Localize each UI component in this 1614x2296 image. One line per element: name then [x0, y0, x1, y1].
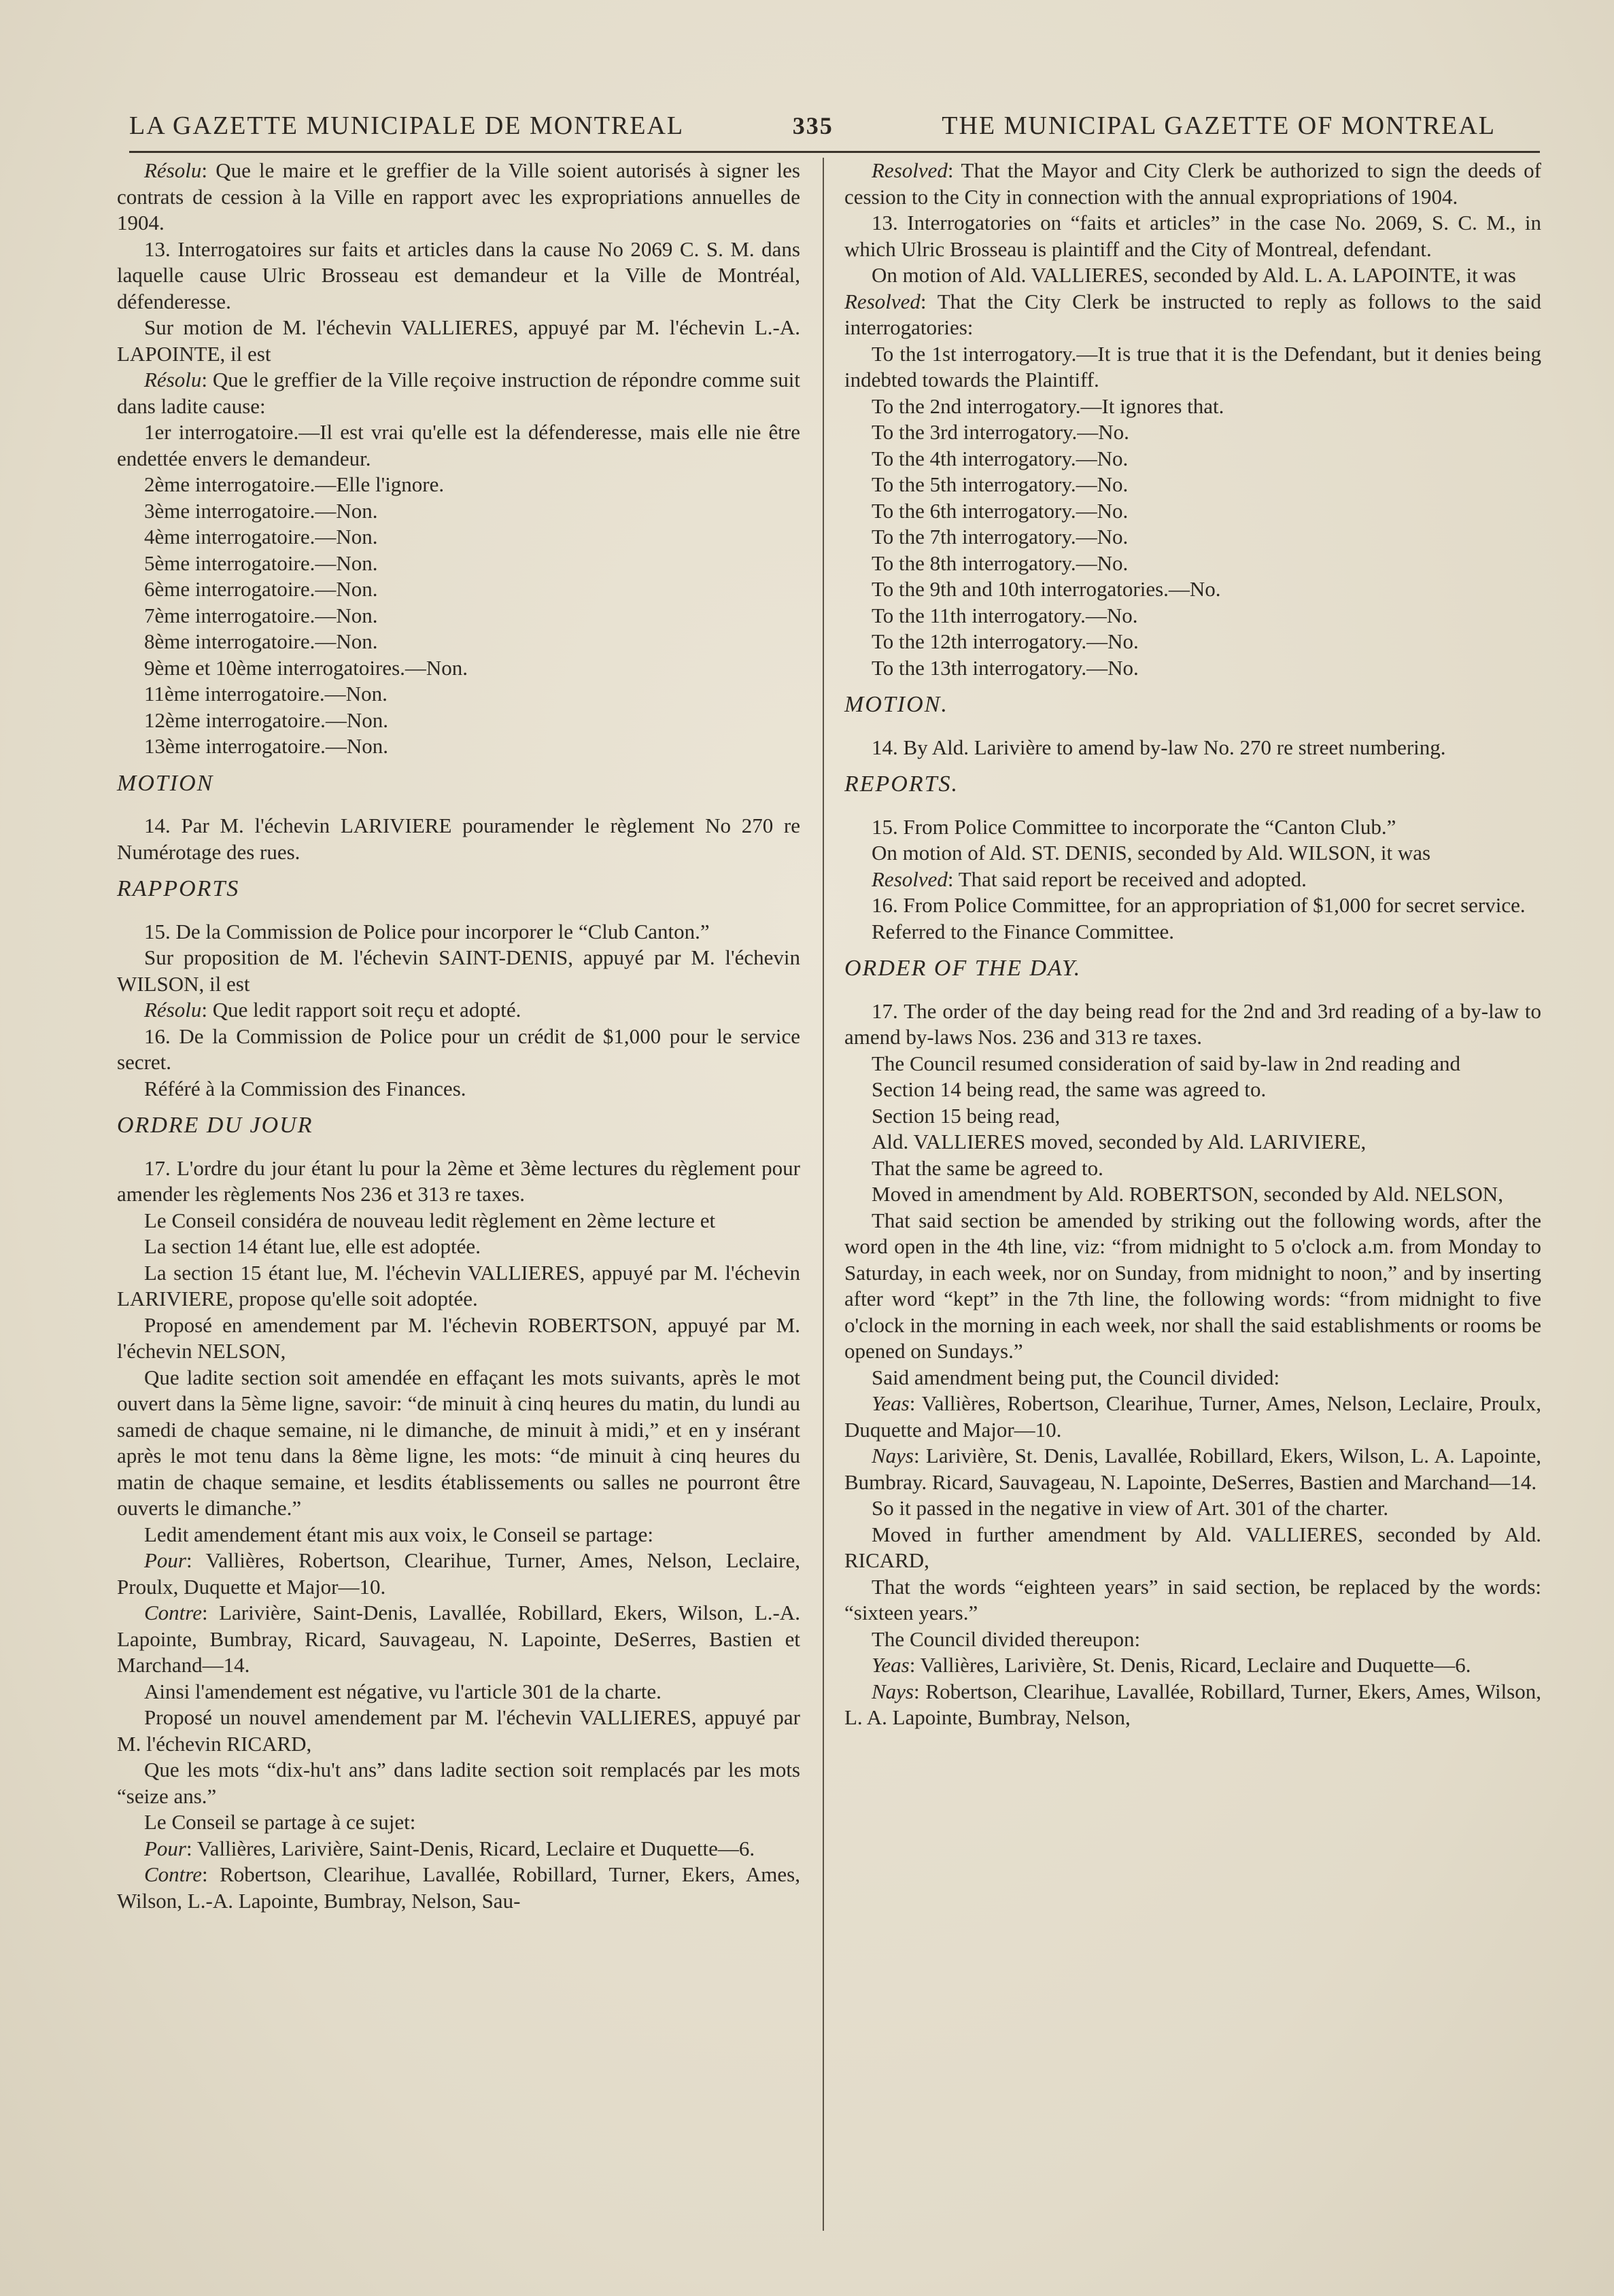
list-item: To the 12th interrogatory.—No. [872, 629, 1139, 653]
paragraph: Référé à la Commission des Finances. [144, 1076, 466, 1100]
paragraph: Resolved: That said report be received and adopted. [872, 867, 1307, 891]
list-item: 4ème interrogatoire.—Non. [144, 525, 378, 549]
paragraph: That said section be amended by striking out the following words, after the word open in the 4th line, viz: “from midnight to 5 o'clock a.m. from Monday to Saturday, in each week, nor on Sunday, from midnight to noon,” and by inserting after word “kept” in the 7th line, the following words: “from midnight to five o'clock in the morning in each week, nor shall the said establishments or rooms be opened on Sundays.” [844, 1208, 1541, 1363]
paragraph: The Council resumed consideration of said by-law in 2nd reading and [872, 1051, 1461, 1075]
vote-yeas: Yeas: Vallières, Robertson, Clearihue, Turner, Ames, Nelson, Leclaire, Proulx, Duquette and Major—10. [844, 1391, 1541, 1442]
paragraph: 14. Par M. l'échevin LARIVIERE pouramender le règlement No 270 re Numérotage des rues. [117, 814, 800, 864]
paragraph: So it passed in the negative in view of Art. 301 of the charter. [872, 1496, 1389, 1520]
paragraph: That the words “eighteen years” in said section, be replaced by the words: “sixteen years.” [844, 1574, 1541, 1624]
header-english-title: THE MUNICIPAL GAZETTE OF MONTREAL [942, 111, 1496, 140]
list-item: To the 1st interrogatory.—It is true that it is the Defendant, but it denies being indebted towards the Plaintiff. [844, 341, 1541, 392]
paragraph: 15. From Police Committee to incorporate the “Canton Club.” [872, 814, 1396, 839]
list-item: 5ème interrogatoire.—Non. [144, 551, 378, 575]
paragraph: 13. Interrogatoires sur faits et articles dans la cause No 2069 C. S. M. dans laquelle cause Ulric Brosseau est demandeur et la Ville de Montréal, défenderesse. [117, 237, 800, 313]
list-item: To the 4th interrogatory.—No. [872, 446, 1129, 470]
list-item: To the 5th interrogatory.—No. [872, 472, 1129, 496]
paragraph: Résolu: Que le greffier de la Ville reçoive instruction de répondre comme suit dans ladite cause: [117, 368, 800, 418]
vote-pour: Pour: Vallières, Larivière, Saint-Denis, Ricard, Leclaire et Duquette—6. [144, 1836, 755, 1860]
vote-contre: Contre: Robertson, Clearihue, Lavallée, Robillard, Turner, Ekers, Ames, Wilson, L.-A. Lapointe, Bumbray, Nelson, Sau- [117, 1862, 800, 1913]
list-item: 3ème interrogatoire.—Non. [144, 498, 378, 523]
paragraph: Que ladite section soit amendée en effaçant les mots suivants, après le mot ouvert dans la 5ème ligne, savoir: “de minuit à cinq heures du matin, du lundi au samedi de chaque semaine, ni le dimanche, de minuit à midi,” et en y insérant après le mot tenu dans la 8ème ligne, les mots: “de minuit à cinq heures du matin de chaque semaine, et lesdits établissements ou salles ne pourront être ouverts le dimanche.” [117, 1365, 800, 1520]
column-divider [823, 158, 824, 2231]
list-item: 9ème et 10ème interrogatoires.—Non. [144, 655, 468, 680]
paragraph: Le Conseil se partage à ce sujet: [144, 1810, 416, 1834]
list-item: 2ème interrogatoire.—Elle l'ignore. [144, 472, 445, 496]
english-column [844, 158, 1541, 1731]
french-column [117, 158, 800, 1914]
section-heading-motion: MOTION. [844, 692, 948, 717]
paragraph: Proposé un nouvel amendement par M. l'échevin VALLIERES, appuyé par M. l'échevin RICARD, [117, 1705, 800, 1756]
paragraph: Moved in amendment by Ald. ROBERTSON, seconded by Ald. NELSON, [872, 1182, 1503, 1206]
page-number: 335 [792, 112, 834, 139]
paragraph: Section 14 being read, the same was agreed to. [872, 1077, 1267, 1101]
paragraph: Section 15 being read, [872, 1103, 1061, 1128]
paragraph: Referred to the Finance Committee. [872, 919, 1175, 943]
list-item: 8ème interrogatoire.—Non. [144, 629, 378, 653]
list-item: 1er interrogatoire.—Il est vrai qu'elle est la défenderesse, mais elle nie être endettée envers le demandeur. [117, 420, 800, 470]
section-heading-rapports: RAPPORTS [117, 876, 240, 901]
list-item: 7ème interrogatoire.—Non. [144, 603, 378, 627]
page-header [129, 102, 1496, 150]
vote-pour: Pour: Vallières, Robertson, Clearihue, Turner, Ames, Nelson, Leclaire, Proulx, Duquette et Major—10. [117, 1548, 800, 1599]
list-item: 12ème interrogatoire.—Non. [144, 708, 388, 732]
paragraph: Ainsi l'amendement est négative, vu l'article 301 de la charte. [144, 1679, 662, 1703]
vote-yeas: Yeas: Vallières, Larivière, St. Denis, Ricard, Leclaire and Duquette—6. [872, 1653, 1471, 1677]
list-item: To the 7th interrogatory.—No. [872, 525, 1129, 549]
header-rule [129, 151, 1540, 153]
list-item: To the 9th and 10th interrogatories.—No. [872, 577, 1221, 601]
paragraph: Que les mots “dix-hu't ans” dans ladite section soit remplacés par les mots “seize ans.” [117, 1758, 800, 1808]
vote-nays: Nays: Larivière, St. Denis, Lavallée, Robillard, Ekers, Wilson, L. A. Lapointe, Bumbray. Ricard, Sauvageau, N. Lapointe, DeSerres, Bastien and Marchand—14. [844, 1444, 1541, 1494]
section-heading-motion: MOTION [117, 770, 214, 796]
list-item: To the 6th interrogatory.—No. [872, 498, 1129, 523]
list-item: 13ème interrogatoire.—Non. [144, 734, 388, 758]
paragraph: Sur motion de M. l'échevin VALLIERES, appuyé par M. l'échevin L.-A. LAPOINTE, il est [117, 315, 800, 366]
paragraph: La section 15 étant lue, M. l'échevin VALLIERES, appuyé par M. l'échevin LARIVIERE, propose qu'elle soit adoptée. [117, 1260, 800, 1310]
paragraph: Resolved: That the Mayor and City Clerk be authorized to sign the deeds of cession to the City in connection with the annual expropriations of 1904. [844, 158, 1541, 209]
paragraph: On motion of Ald. VALLIERES, seconded by Ald. L. A. LAPOINTE, it was [872, 263, 1516, 287]
paragraph: Résolu: Que ledit rapport soit reçu et adopté. [144, 998, 521, 1022]
paragraph: 13. Interrogatories on “faits et articles” in the case No. 2069, S. C. M., in which Ulric Brosseau is plaintiff and the City of Montreal, defendant. [844, 211, 1541, 261]
list-item: To the 3rd interrogatory.—No. [872, 420, 1129, 444]
paragraph: Ald. VALLIERES moved, seconded by Ald. LARIVIERE, [872, 1130, 1367, 1153]
vote-contre: Contre: Larivière, Saint-Denis, Lavallée, Robillard, Ekers, Wilson, L.-A. Lapointe, Bumbray, Ricard, Sauvageau, N. Lapointe, DeSerres, Bastien et Marchand—14. [117, 1601, 800, 1677]
paragraph: Sur proposition de M. l'échevin SAINT-DENIS, appuyé par M. l'échevin WILSON, il est [117, 945, 800, 996]
list-item: 6ème interrogatoire.—Non. [144, 577, 378, 601]
list-item: To the 8th interrogatory.—No. [872, 551, 1129, 575]
paragraph: Proposé en amendement par M. l'échevin ROBERTSON, appuyé par M. l'échevin NELSON, [117, 1312, 800, 1363]
paragraph: On motion of Ald. ST. DENIS, seconded by Ald. WILSON, it was [872, 841, 1431, 865]
paragraph: Moved in further amendment by Ald. VALLIERES, seconded by Ald. RICARD, [844, 1522, 1541, 1572]
list-item: To the 11th interrogatory.—No. [872, 603, 1138, 627]
paragraph: 14. By Ald. Larivière to amend by-law No. 270 re street numbering. [872, 735, 1446, 759]
paragraph: 16. De la Commission de Police pour un crédit de $1,000 pour le service secret. [117, 1024, 800, 1074]
paragraph: The Council divided thereupon: [872, 1627, 1141, 1651]
paragraph: Said amendment being put, the Council divided: [872, 1365, 1280, 1389]
paragraph: Le Conseil considéra de nouveau ledit règlement en 2ème lecture et [144, 1208, 716, 1232]
paragraph: Resolved: That the City Clerk be instructed to reply as follows to the said interrogatories: [844, 289, 1541, 339]
paragraph: 15. De la Commission de Police pour incorporer le “Club Canton.” [144, 919, 710, 943]
paragraph: Résolu: Que le maire et le greffier de la Ville soient autorisés à signer les contrats de cession à la Ville en rapport avec les expropriations annuelles de 1904. [117, 158, 800, 234]
section-heading-reports: REPORTS. [844, 771, 959, 797]
list-item: To the 2nd interrogatory.—It ignores that. [872, 394, 1224, 418]
header-french-title: LA GAZETTE MUNICIPALE DE MONTREAL [129, 111, 685, 140]
list-item: To the 13th interrogatory.—No. [872, 655, 1139, 680]
list-item: 11ème interrogatoire.—Non. [144, 682, 388, 706]
paragraph: Ledit amendement étant mis aux voix, le Conseil se partage: [144, 1522, 653, 1546]
paragraph: 16. From Police Committee, for an appropriation of $1,000 for secret service. [872, 893, 1526, 917]
paragraph: That the same be agreed to. [872, 1155, 1103, 1180]
vote-nays: Nays: Robertson, Clearihue, Lavallée, Robillard, Turner, Ekers, Ames, Wilson, L. A. Lapointe, Bumbray, Nelson, [844, 1679, 1541, 1729]
paragraph: 17. The order of the day being read for the 2nd and 3rd reading of a by-law to amend by-laws Nos. 236 and 313 re taxes. [844, 998, 1541, 1049]
section-heading-ordre: ORDRE DU JOUR [117, 1113, 313, 1138]
paragraph: La section 14 étant lue, elle est adoptée. [144, 1234, 481, 1258]
paragraph: 17. L'ordre du jour étant lu pour la 2ème et 3ème lectures du règlement pour amender les règlements Nos 236 et 313 re taxes. [117, 1155, 800, 1206]
section-heading-order: ORDER OF THE DAY. [844, 956, 1082, 981]
